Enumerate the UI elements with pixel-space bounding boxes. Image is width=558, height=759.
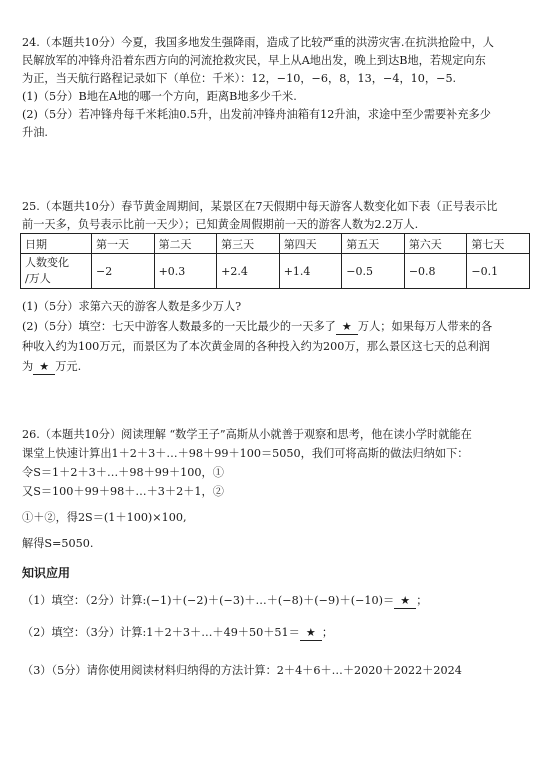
table-cell: −2 xyxy=(92,254,155,289)
row-label-line-2: /万人 xyxy=(25,272,51,285)
q25-part-2a-tail: 万人；如果每万人带来的各 xyxy=(357,320,493,333)
answer-blank: ★ xyxy=(300,626,322,641)
q26-item-2 xyxy=(22,626,333,641)
row-label-cell xyxy=(21,254,92,289)
table-cell: +0.3 xyxy=(154,254,217,289)
q26-item-3: （3）（5分）请你使用阅读材料归纳得的方法计算：2＋4＋6＋…＋2020＋2022＋2024 xyxy=(22,664,462,677)
q24-line-2: 民解放军的冲锋舟沿着东西方向的河流抢救灾民，早上从A地出发，晚上到达B地，若规定向东 xyxy=(22,54,486,67)
q24-part-2a: (2)（5分）若冲锋舟每千米耗油0.5升，出发前冲锋舟油箱有12升油，求途中至少需要补充多少 xyxy=(22,108,491,121)
q25-part-2c xyxy=(22,360,81,375)
q25-part-2a-text: (2)（5分）填空：七天中游客人数最多的一天比最少的一天多了 xyxy=(22,320,336,333)
visitor-change-table xyxy=(20,233,530,289)
table-cell: +1.4 xyxy=(279,254,342,289)
table-header-cell: 第七天 xyxy=(467,234,530,254)
row-label-line-1: 人数变化 xyxy=(25,256,69,269)
table-cell: −0.1 xyxy=(467,254,530,289)
q24-part-1: (1)（5分）B地在A地的哪一个方向，距离B地多少千米. xyxy=(22,90,297,103)
q26-item-1-tail: ； xyxy=(416,594,428,607)
q26-line-5: ①＋②，得2S＝(1＋100)×100, xyxy=(22,511,187,524)
answer-blank: ★ xyxy=(33,360,55,375)
answer-blank: ★ xyxy=(336,320,358,335)
table-cell: −0.5 xyxy=(342,254,405,289)
q26-line-4: 又S＝100＋99＋98＋…＋3＋2＋1，② xyxy=(22,485,224,498)
q26-line-1: 26.（本题共10分）阅读理解 “数学王子”高斯从小就善于观察和思考，他在读小学时就能在 xyxy=(22,428,472,441)
q25-line-1: 25.（本题共10分）春节黄金周期间，某景区在7天假期中每天游客人数变化如下表（正号表示比 xyxy=(22,200,498,213)
table-header-cell: 日期 xyxy=(21,234,92,254)
table-header-cell: 第二天 xyxy=(154,234,217,254)
answer-blank: ★ xyxy=(394,594,416,609)
q24-line-1: 24.（本题共10分）今夏，我国多地发生强降雨，造成了比较严重的洪涝灾害.在抗洪抢险中，人 xyxy=(22,36,494,49)
table-header-cell: 第四天 xyxy=(279,234,342,254)
table-header-cell: 第三天 xyxy=(217,234,280,254)
q26-item-1 xyxy=(22,594,427,609)
q26-line-3: 令S＝1＋2＋3＋…＋98＋99＋100，① xyxy=(22,466,224,479)
table-header-row xyxy=(21,234,530,254)
q26-line-6: 解得S=5050. xyxy=(22,537,94,550)
q24-line-3: 为正，当天航行路程记录如下（单位：千米）：12，−10，−6，8，13，−4，10，−5. xyxy=(22,72,457,85)
q25-line-2: 前一天多，负号表示比前一天少）；已知黄金周假期前一天的游客人数为2.2万人. xyxy=(22,218,419,231)
table-header-cell: 第五天 xyxy=(342,234,405,254)
q25-part-2b: 种收入约为100万元，而景区为了本次黄金周的各种投入约为200万，那么景区这七天的总利润 xyxy=(22,340,490,353)
q26-item-2-tail: ； xyxy=(321,626,334,639)
q26-item-2-text: （2）填空：（3分）计算:1＋2＋3＋…＋49＋50＋51＝ xyxy=(22,626,300,639)
q25-part-2a xyxy=(22,320,492,335)
q26-line-2: 课堂上快速计算出1＋2＋3＋…＋98＋99＋100＝5050，我们可将高斯的做法归纳如下： xyxy=(22,447,469,460)
q25-part-2c-tail: 万元. xyxy=(55,360,82,373)
table-cell: +2.4 xyxy=(217,254,280,289)
table-header-cell: 第一天 xyxy=(92,234,155,254)
q25-part-1: (1)（5分）求第六天的游客人数是多少万人? xyxy=(22,300,242,313)
table-row xyxy=(21,254,530,289)
table-header-cell: 第六天 xyxy=(404,234,467,254)
section-heading: 知识应用 xyxy=(22,566,71,580)
table-cell: −0.8 xyxy=(404,254,467,289)
q26-item-1-text: （1）填空：（2分）计算:(−1)＋(−2)＋(−3)＋…＋(−8)＋(−9)＋(−10)＝ xyxy=(22,594,395,607)
q25-part-2c-text: 为 xyxy=(22,360,34,373)
q24-part-2b: 升油. xyxy=(22,126,48,139)
